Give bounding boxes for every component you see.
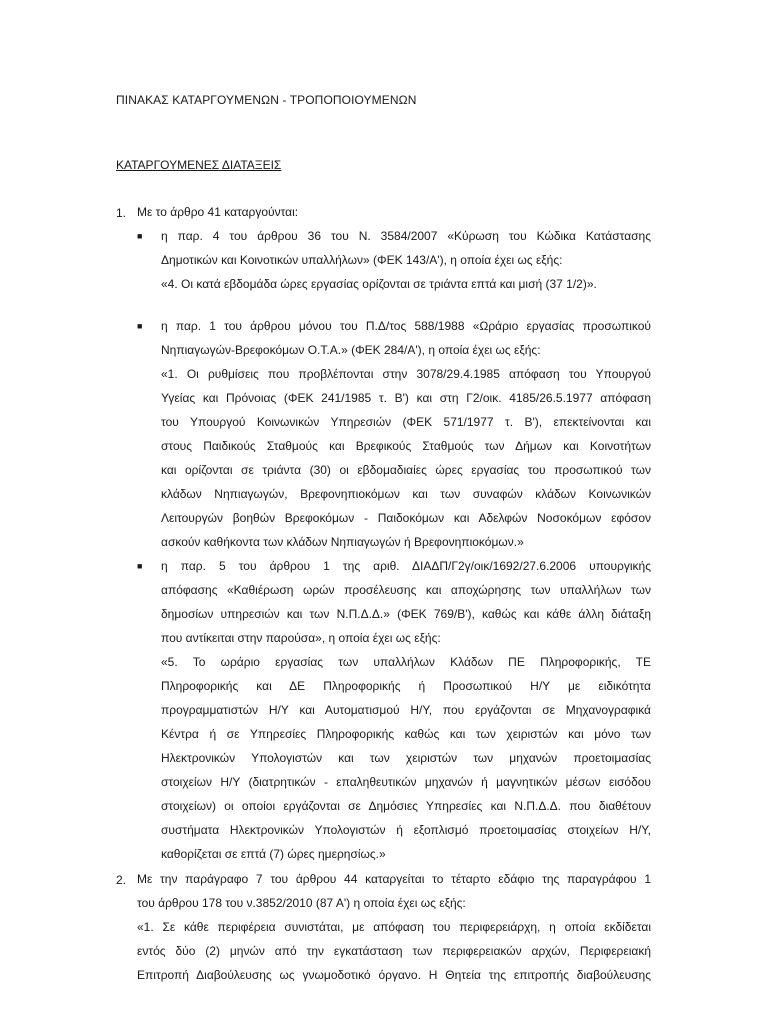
text-line: Δημοτικών και Κοινοτικών υπαλλήλων» (ΦΕΚ 143/Α'), η οποία έχει ως εξής: [161,253,563,267]
text-line: που αντίκειται στην παρούσα», η οποία έχει ως εξής: [161,631,441,645]
section-heading: ΚΑΤΑΡΓΟΥΜΕΝΕΣ ΔΙΑΤΑΞΕΙΣ [116,158,282,172]
text-line: Κέντρα ή σε Υπηρεσίες Πληροφορικής καθώς και των χειριστών και μόνο των [161,727,651,741]
text-line: απόφασης «Καθιέρωση ωρών προσέλευσης και αποχώρησης των υπαλλήλων των [161,583,651,597]
text-line: στοιχείων Η/Υ (διατρητικών - επαληθευτικών μηχανών ή μαγνητικών μέσων εισόδου [161,775,651,789]
text-line: «5. Το ωράριο εργασίας των υπαλλήλων Κλάδων ΠΕ Πληροφορικής, ΤΕ [161,655,651,669]
item-1-number: 1. [116,206,127,220]
text-line: στοιχείων) οι οποίοι εργάζονται σε Δημόσιες Υπηρεσίες και Ν.Π.Δ.Δ. που διαθέτουν [161,799,651,813]
item-2-text [137,867,651,987]
text-line: η παρ. 4 του άρθρου 36 του Ν. 3584/2007 «Κύρωση του Κώδικα Κατάστασης [161,229,651,243]
page-title: ΠΙΝΑΚΑΣ ΚΑΤΑΡΓΟΥΜΕΝΩΝ - ΤΡΟΠΟΠΟΙΟΥΜΕΝΩΝ [116,93,417,107]
item-1-intro [137,200,651,224]
text-line: Νηπιαγωγών-Βρεφοκόμων Ο.Τ.Α.» (ΦΕΚ 284/Α'), η οποία έχει ως εξής: [161,343,541,357]
text-line: καθορίζεται σε επτά (7) ώρες ημερησίως.» [161,847,386,861]
text-line: Ηλεκτρονικών Υπολογιστών και των χειριστών των μηχανών προετοιμασίας [161,751,651,765]
text-line: συστήματα Ηλεκτρονικών Υπολογιστών ή εξοπλισμό προετοιμασίας στοιχείων Η/Υ, [161,823,651,837]
text-line: ασκούν καθήκοντα των κλάδων Νηπιαγωγών ή Βρεφονηπιοκόμων.» [161,535,524,549]
text-line: στους Παιδικούς Σταθμούς και Βρεφικούς Σταθμούς των Δήμων και Κοινοτήτων [161,439,651,453]
item-1-bullet-3 [161,554,651,866]
text-line: κλάδων Νηπιαγωγών, Βρεφονηπιοκόμων και των συναφών κλάδων Κοινωνικών [161,487,651,501]
text-line: «1. Οι ρυθμίσεις που προβλέπονται στην 3078/29.4.1985 απόφαση του Υπουργού [161,367,651,381]
text-line: Λειτουργών βοηθών Βρεφοκόμων - Παιδοκόμων και Αδελφών Νοσοκόμων εφόσον [161,511,651,525]
text-line: δημοσίων υπηρεσιών και των Ν.Π.Δ.Δ.» (ΦΕΚ 769/Β'), καθώς και κάθε άλλη διάταξη [161,607,651,621]
bullet-icon: ■ [137,561,143,571]
text-line: προγραμματιστών Η/Υ και Αυτοματισμού Η/Υ, που εργάζονται σε Μηχανογραφικά [161,703,651,717]
text-line: Υγείας και Πρόνοιας (ΦΕΚ 241/1985 τ. Β') και στη Γ2/οικ. 4185/26.5.1977 απόφαση [161,391,651,405]
item-1-intro-text: Με το άρθρο 41 καταργούνται: [137,205,299,219]
bullet-icon: ■ [137,231,143,241]
text-line: Πληροφορικής και ΔΕ Πληροφορικής ή Προσωπικού Η/Υ με ειδικότητα [161,679,651,693]
text-line: και ορίζονται σε τριάντα (30) οι εβδομαδιαίες ώρες εργασίας του προσωπικού των [161,463,651,477]
item-1-bullet-1 [161,224,651,296]
bullet-icon: ■ [137,321,143,331]
text-line: εντός δύο (2) μηνών από την εγκατάσταση των περιφερειακών αρχών, Περιφερειακή [137,944,651,958]
text-line: η παρ. 1 του άρθρου μόνου του Π.Δ/τος 588/1988 «Ωράριο εργασίας προσωπικού [161,319,651,333]
text-line: «4. Οι κατά εβδομάδα ώρες εργασίας ορίζονται σε τριάντα επτά και μισή (37 1/2)». [161,277,597,291]
text-line: η παρ. 5 του άρθρου 1 της αριθ. ΔΙΑΔΠ/Γ2γ/οικ/1692/27.6.2006 υπουργικής [161,559,651,573]
item-2-number: 2. [116,873,127,887]
text-line: του Υπουργού Κοινωνικών Υπηρεσιών (ΦΕΚ 571/1977 τ. Β'), επεκτείνονται και [161,415,651,429]
text-line: Με την παράγραφο 7 του άρθρου 44 καταργείται το τέταρτο εδάφιο της παραγράφου 1 [137,872,651,886]
text-line: Επιτροπή Διαβούλευσης ως γνωμοδοτικό όργανο. Η Θητεία της επιτροπής διαβούλευσης [137,968,651,982]
text-line: «1. Σε κάθε περιφέρεια συνιστάται, με απόφαση του περιφερειάρχη, η οποία εκδίδεται [137,920,651,934]
text-line: του άρθρου 178 του ν.3852/2010 (87 Α') η οποία έχει ως εξής: [137,896,466,910]
item-1-bullet-2 [161,314,651,554]
